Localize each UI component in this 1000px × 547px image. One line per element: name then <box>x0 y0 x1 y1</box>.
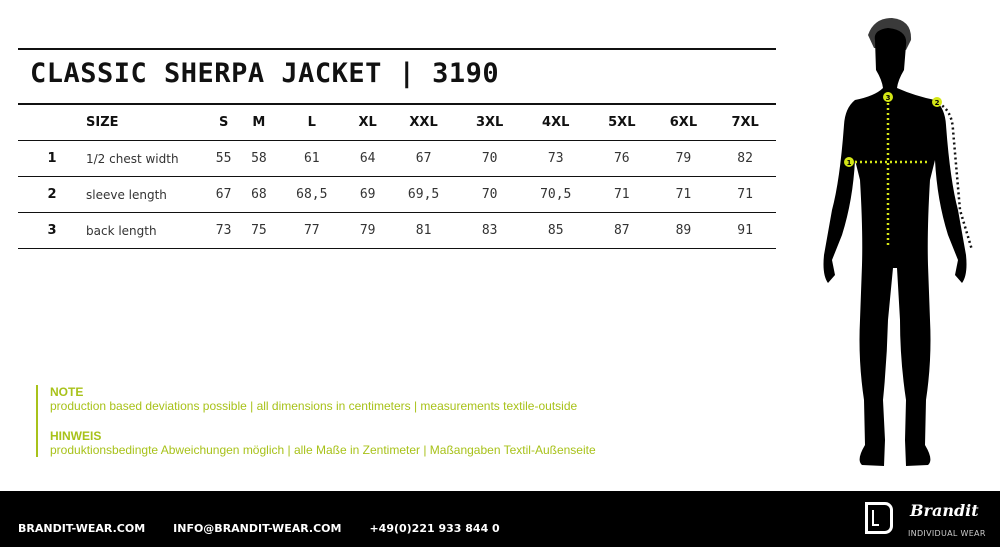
header-5xl: 5XL <box>608 115 636 130</box>
table-row: 1 1/2 chest width 55 58 61 64 67 70 73 76 79 82 <box>18 141 776 177</box>
brandit-b-logo-icon <box>865 502 893 534</box>
table-header-row <box>18 104 776 141</box>
website-link[interactable]: BRANDIT-WEAR.COM <box>18 522 146 535</box>
note-de <box>50 429 596 457</box>
page-title: CLASSIC SHERPA JACKET | 3190 <box>30 58 500 89</box>
header-xl: XL <box>358 115 377 130</box>
body-silhouette-figure <box>800 15 1000 485</box>
hinweis-heading: HINWEIS <box>50 429 102 443</box>
header-xxl: XXL <box>409 115 438 130</box>
footer <box>0 491 1000 547</box>
footer-contacts <box>18 522 500 535</box>
svg-text:3: 3 <box>885 94 891 102</box>
table-row: 2 sleeve length 67 68 68,5 69 69,5 70 70,5 71 71 71 <box>18 177 776 213</box>
note-en <box>50 385 596 413</box>
header-6xl: 6XL <box>669 115 698 130</box>
top-rule <box>18 48 776 50</box>
header-size: SIZE <box>86 115 119 130</box>
svg-text:2: 2 <box>934 99 940 107</box>
silhouette-icon <box>824 28 967 466</box>
hinweis-text: produktionsbedingte Abweichungen möglich | alle Maße in Zentimeter | Maßangaben Textil-Außenseite <box>50 443 596 457</box>
email-link[interactable]: INFO@BRANDIT-WEAR.COM <box>173 522 342 535</box>
header-4xl: 4XL <box>542 115 570 130</box>
note-text: production based deviations possible | all dimensions in centimeters | measurements textile-outside <box>50 399 578 413</box>
header-m: M <box>252 115 266 130</box>
brand-tagline: INDIVIDUAL WEAR <box>908 529 986 538</box>
header-l: L <box>307 115 316 130</box>
header-3xl: 3XL <box>475 115 504 130</box>
header-7xl: 7XL <box>731 115 759 130</box>
table-row: 3 back length 73 75 77 79 81 83 85 87 89 91 <box>18 213 776 249</box>
header-s: S <box>218 115 229 130</box>
svg-text:1: 1 <box>846 159 852 167</box>
notes-section <box>36 385 596 457</box>
size-table <box>18 103 776 249</box>
note-heading: NOTE <box>50 385 84 399</box>
phone-number: +49(0)221 933 844 0 <box>369 522 500 535</box>
brand-wordmark: Brandit <box>910 501 979 520</box>
